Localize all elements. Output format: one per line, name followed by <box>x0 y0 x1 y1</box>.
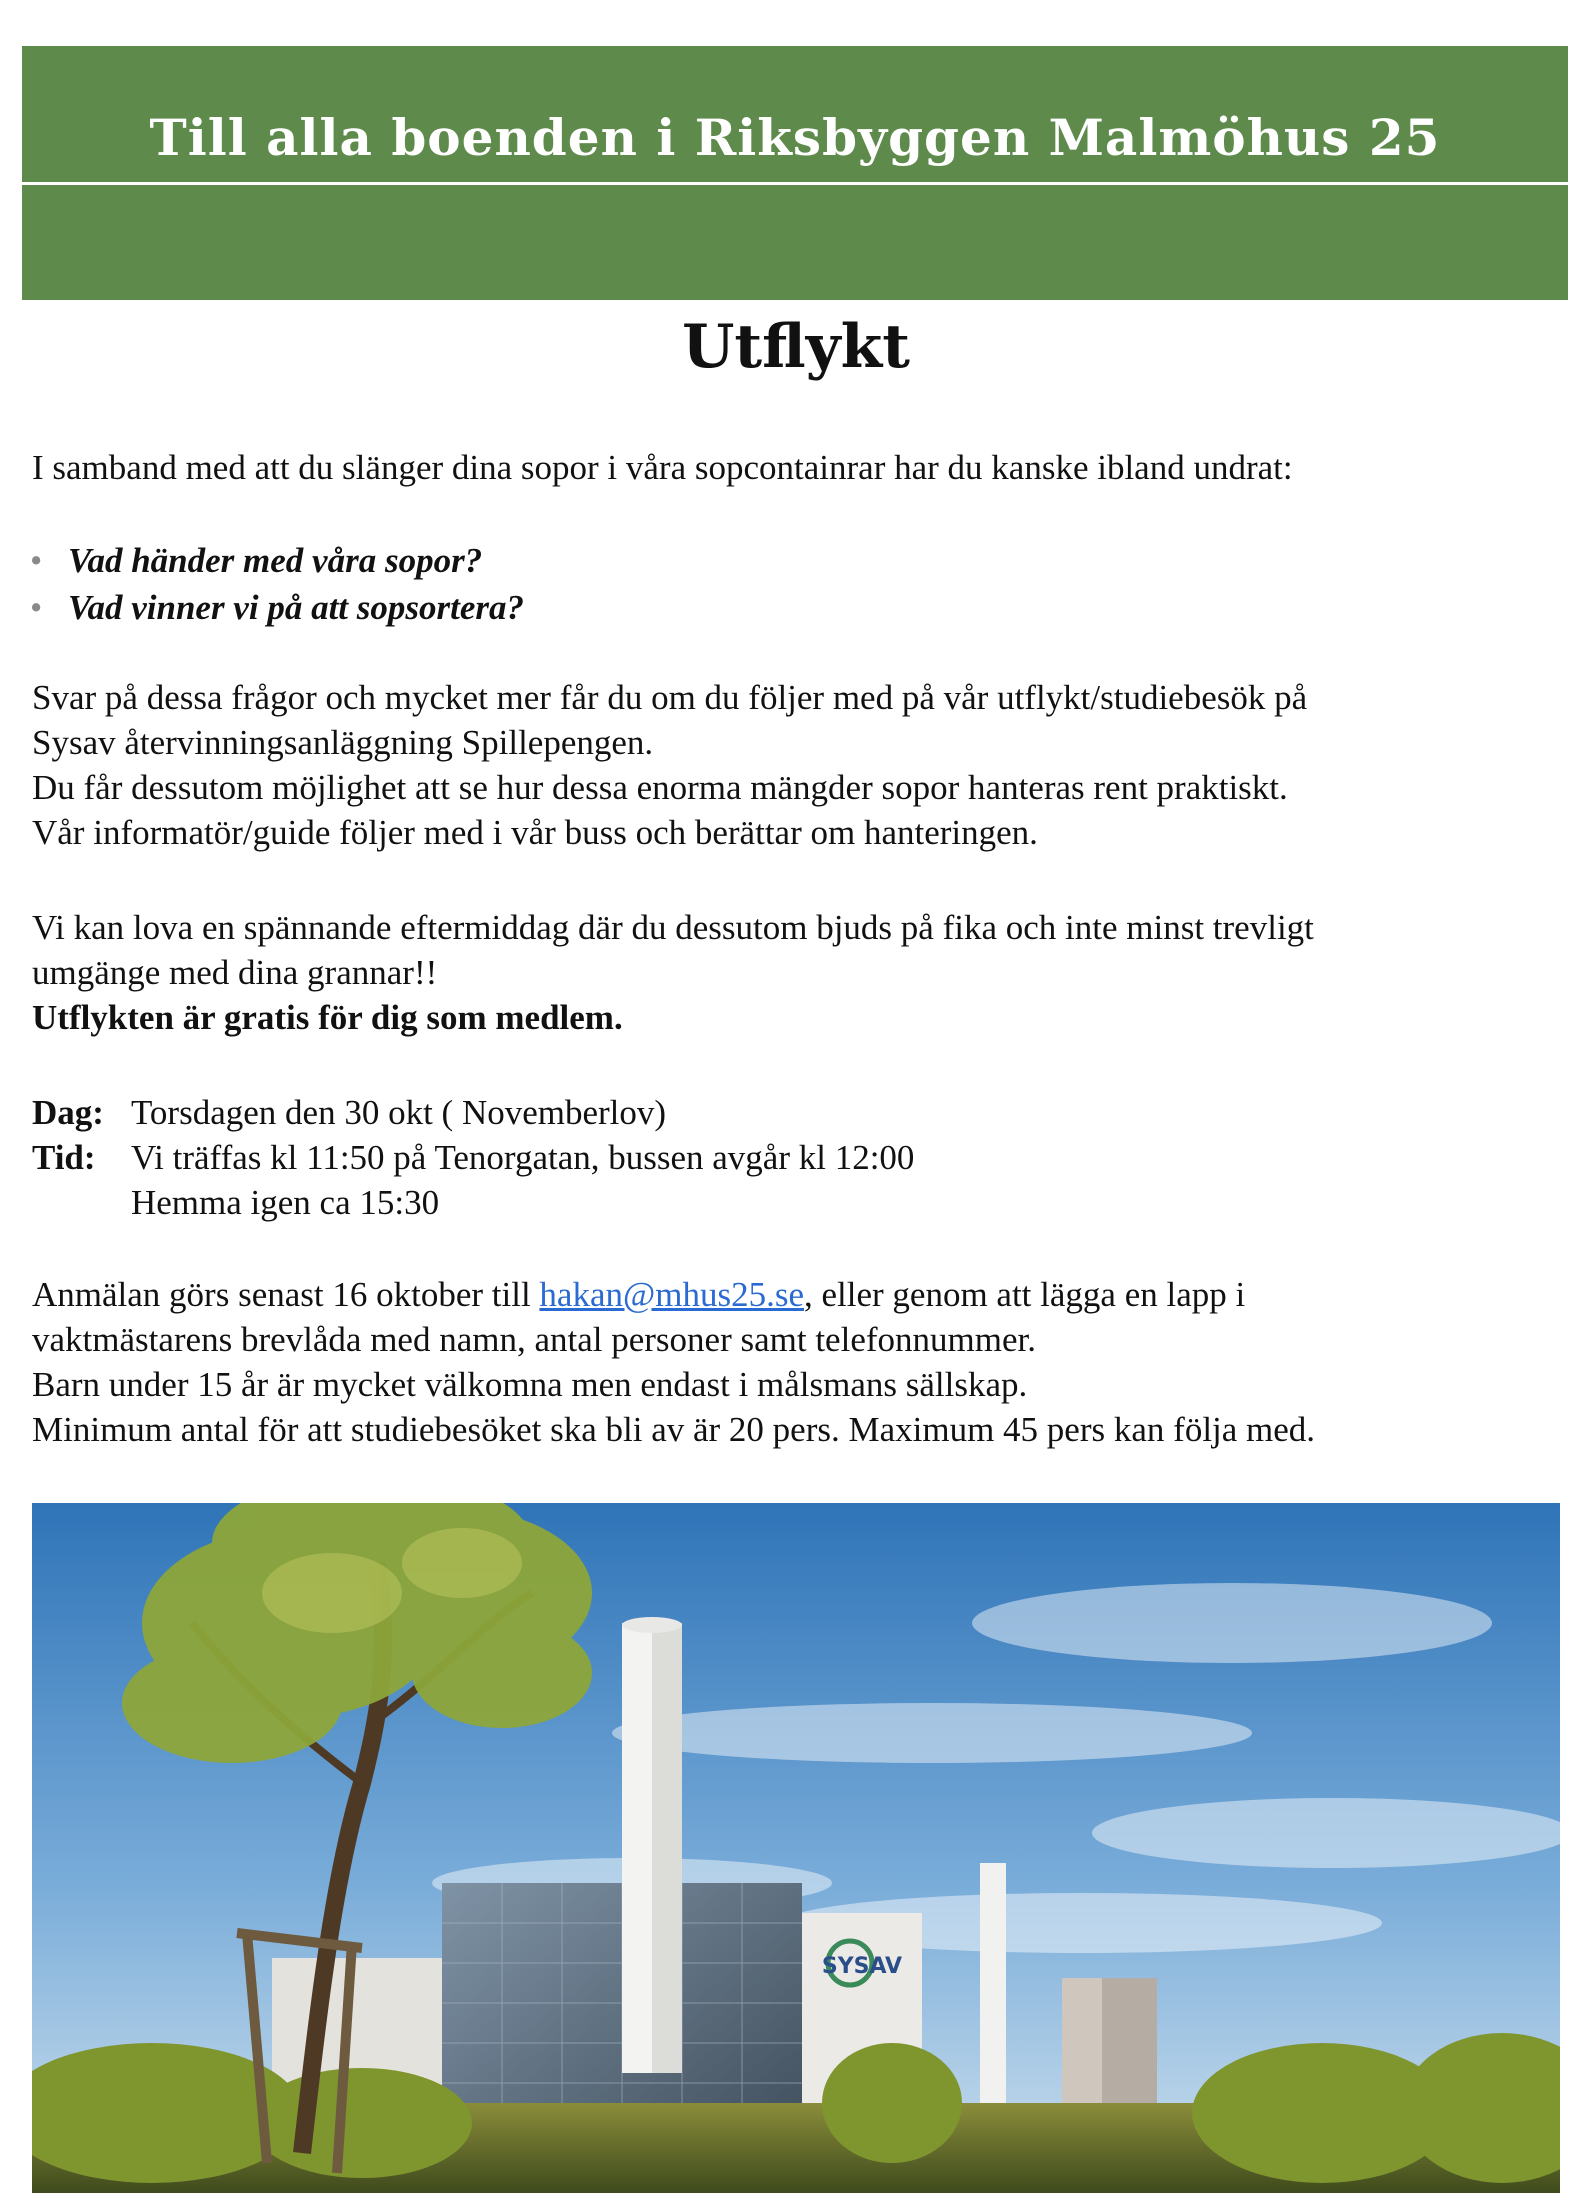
paragraph-answers <box>32 675 1552 855</box>
free-note: Utflykten är gratis för dig som medlem. <box>32 998 623 1037</box>
list-item <box>30 584 524 631</box>
signup-paragraph <box>32 1272 1552 1452</box>
signup-line <box>32 1272 1552 1317</box>
paragraph-afternoon <box>32 905 1552 1040</box>
question-list <box>30 537 524 631</box>
day-label: Dag <box>32 1093 93 1132</box>
photo-illustration <box>32 1503 1560 2193</box>
return-value: Hemma igen ca 15:30 <box>131 1183 440 1222</box>
paragraph-line: Vår informatör/guide följer med i vår buss och berättar om hanteringen. <box>32 813 1038 852</box>
intro-text: I samband med att du slänger dina sopor i våra sopcontainrar har du kanske ibland undrat: <box>32 448 1293 487</box>
header-banner <box>22 46 1568 300</box>
banner-title: Till alla boenden i Riksbyggen Malmöhus 25 <box>149 108 1441 167</box>
paragraph-line: Sysav återvinningsanläggning Spillepengen. <box>32 723 654 762</box>
signup-line: Barn under 15 år är mycket välkomna men endast i målsmans sällskap. <box>32 1365 1028 1404</box>
email-link[interactable]: hakan@mhus25.se <box>539 1275 804 1314</box>
list-item <box>30 537 524 584</box>
bullet-icon: • <box>30 541 43 580</box>
signup-line: Minimum antal för att studiebesöket ska bli av är 20 pers. Maximum 45 pers kan följa med. <box>32 1410 1316 1449</box>
banner-divider <box>22 182 1568 185</box>
day-value: Torsdagen den 30 okt ( Novemberlov) <box>131 1093 667 1132</box>
sysav-plant-photo <box>32 1503 1560 2193</box>
paragraph-line: Du får dessutom möjlighet att se hur dessa enorma mängder sopor hanteras rent praktiskt. <box>32 768 1288 807</box>
paragraph-line: Vi kan lova en spännande eftermiddag där du dessutom bjuds på fika och inte minst trevligt <box>32 908 1314 947</box>
time-value: Vi träffas kl 11:50 på Tenorgatan, bussen avgår kl 12:00 <box>131 1138 915 1177</box>
signup-line: vaktmästarens brevlåda med namn, antal personer samt telefonnummer. <box>32 1320 1036 1359</box>
sysav-sign: SYSAV <box>821 1954 903 1979</box>
question-text: Vad vinner vi på att sopsortera? <box>68 588 525 627</box>
second-chimney <box>980 1863 1006 2123</box>
page-title: Utflykt <box>682 312 910 382</box>
paragraph-line: umgänge med dina grannar!! <box>32 953 438 992</box>
signup-prefix: Anmälan görs senast 16 oktober till <box>32 1275 540 1314</box>
signup-suffix: , eller genom att lägga en lapp i <box>803 1275 1246 1314</box>
time-label: Tid <box>32 1138 84 1177</box>
question-text: Vad händer med våra sopor? <box>68 541 483 580</box>
bullet-icon: • <box>30 588 43 627</box>
paragraph-line: Svar på dessa frågor och mycket mer får du om du följer med på vår utflykt/studiebesök på <box>32 678 1308 717</box>
